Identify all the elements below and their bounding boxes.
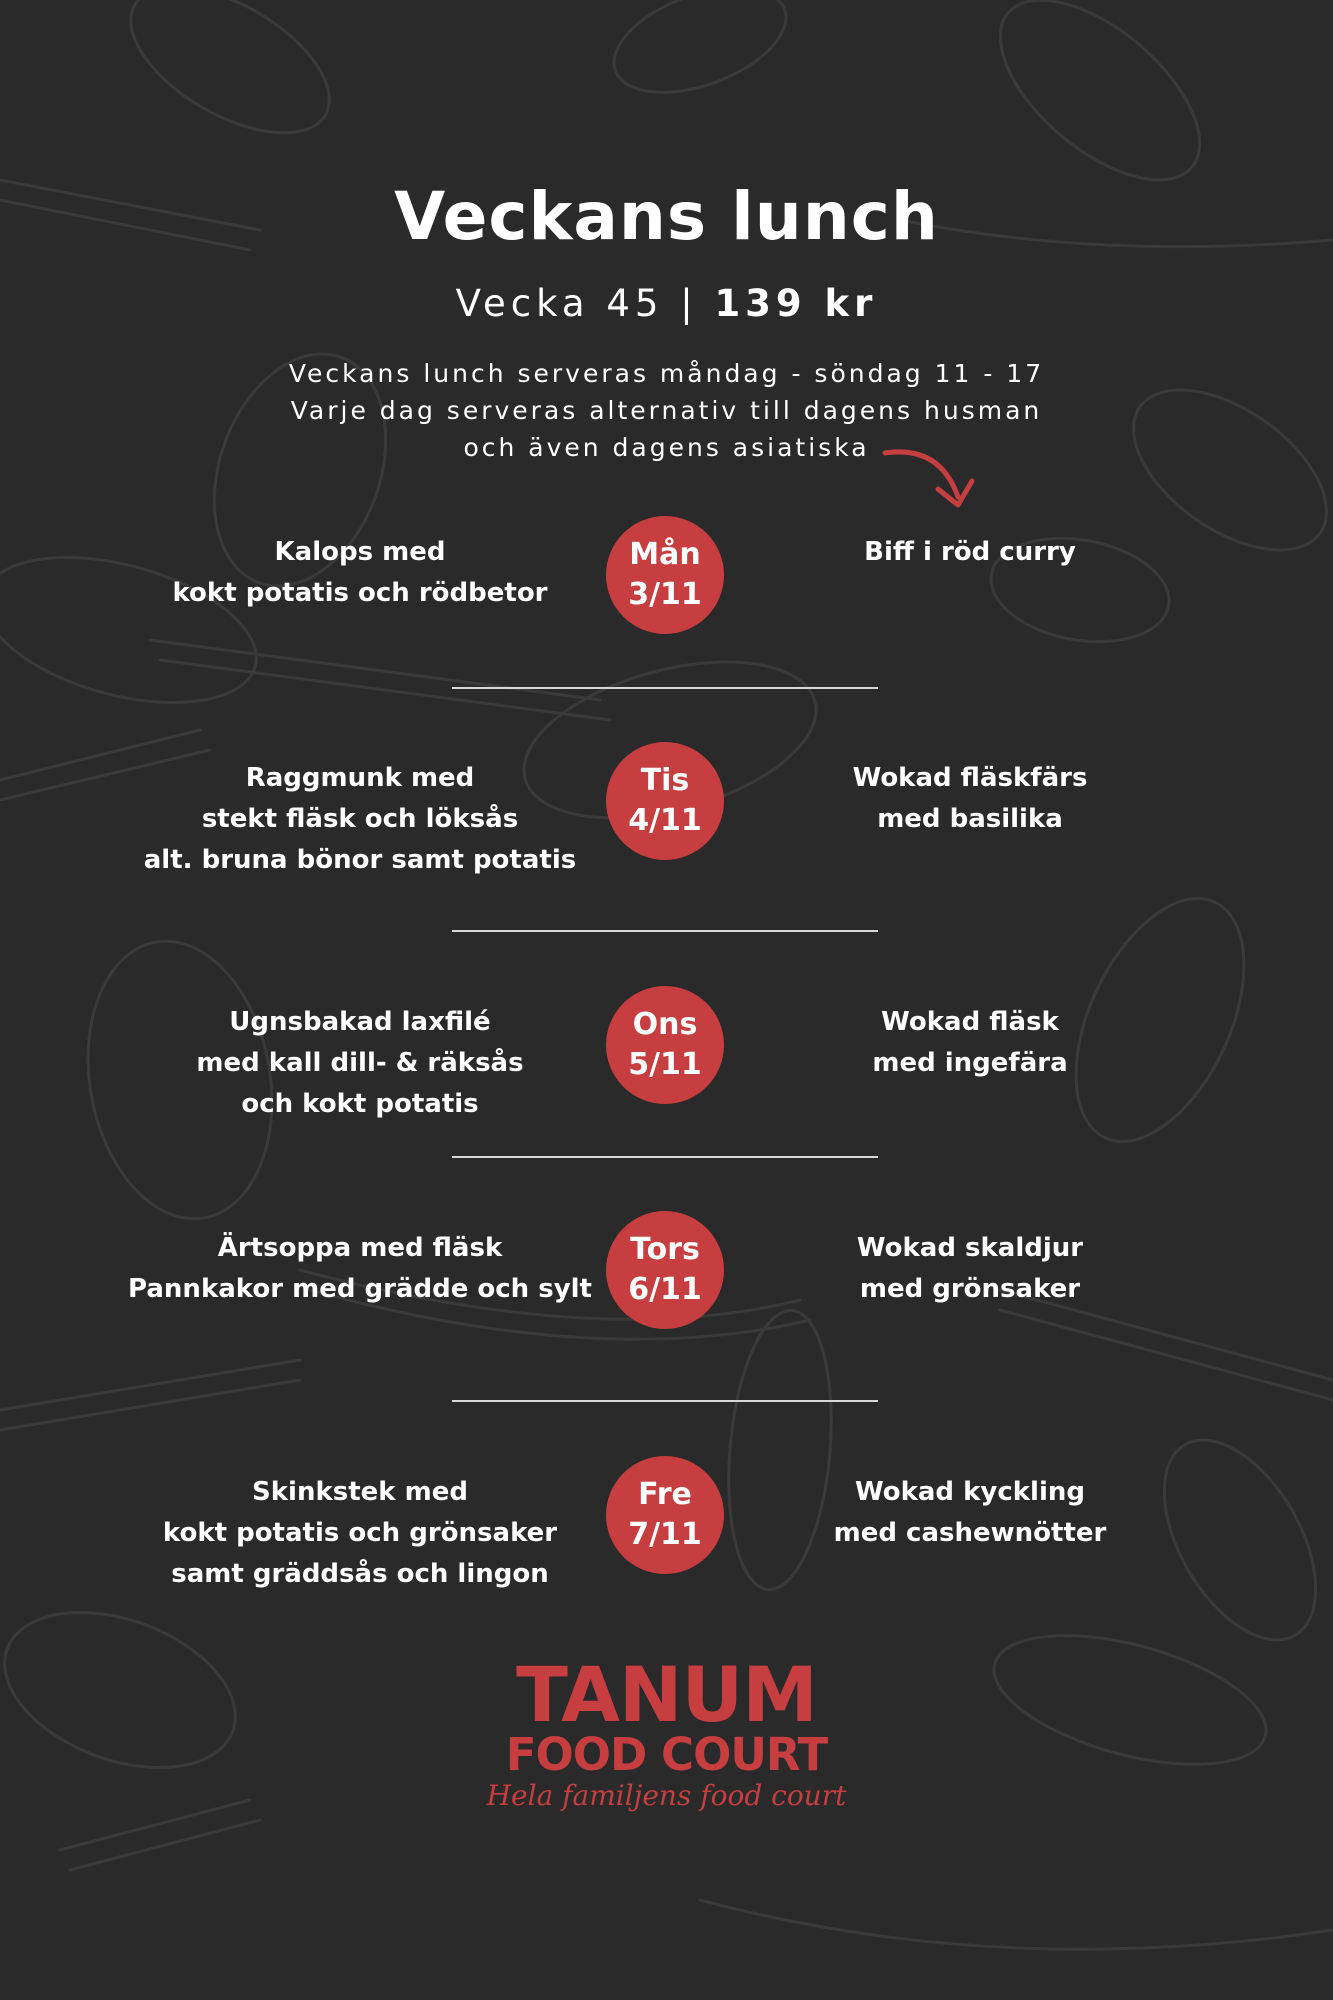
- husman-dish-wed: [110, 1002, 610, 1125]
- day-date: 3/11: [628, 577, 702, 612]
- day-name: Mån: [629, 537, 701, 572]
- dish-line: kokt potatis och grönsaker: [162, 1518, 558, 1548]
- dish-line: samt gräddsås och lingon: [171, 1559, 549, 1589]
- day-date: 5/11: [628, 1047, 702, 1082]
- week-price-line: [0, 282, 1333, 325]
- week-label: Vecka 45 |: [455, 282, 698, 325]
- dish-line: Wokad kyckling: [854, 1477, 1085, 1507]
- dish-line: Wokad skaldjur: [856, 1233, 1084, 1263]
- dish-line: kokt potatis och rödbetor: [172, 578, 548, 608]
- dish-line: med cashewnötter: [833, 1518, 1107, 1548]
- dish-line: Ugnsbakad laxfilé: [229, 1007, 491, 1037]
- dish-line: med kall dill- & räksås: [196, 1048, 524, 1078]
- intro-text: [0, 355, 1333, 466]
- dish-line: Raggmunk med: [245, 763, 475, 793]
- dish-line: med ingefära: [872, 1048, 1068, 1078]
- divider: [452, 687, 878, 689]
- intro-line: Varje dag serveras alternativ till dagens husman: [290, 396, 1043, 425]
- dish-line: med grönsaker: [859, 1274, 1081, 1304]
- dish-line: Biff i röd curry: [864, 537, 1076, 567]
- dish-line: Kalops med: [274, 537, 446, 567]
- dish-line: Wokad fläskfärs: [852, 763, 1088, 793]
- curved-arrow-icon: [880, 445, 980, 525]
- day-badge-tue: [606, 742, 724, 860]
- day-badge-wed: [606, 986, 724, 1104]
- divider: [452, 1156, 878, 1158]
- dish-line: Pannkakor med grädde och sylt: [128, 1274, 592, 1304]
- day-date: 4/11: [628, 803, 702, 838]
- day-date: 7/11: [628, 1517, 702, 1552]
- intro-line: Veckans lunch serveras måndag - söndag 11 - 17: [288, 359, 1045, 388]
- divider: [452, 1400, 878, 1402]
- day-name: Fre: [638, 1477, 692, 1512]
- husman-dish-thu: [110, 1228, 610, 1310]
- asian-dish-tue: [820, 758, 1120, 840]
- day-badge-thu: [606, 1211, 724, 1329]
- asian-dish-thu: [820, 1228, 1120, 1310]
- dish-line: Ärtsoppa med fläsk: [217, 1233, 503, 1263]
- logo-tagline: Hela familjens food court: [486, 1779, 847, 1812]
- dish-line: och kokt potatis: [241, 1089, 479, 1119]
- asian-dish-fri: [820, 1472, 1120, 1554]
- page-title: Veckans lunch: [394, 178, 939, 255]
- intro-line: och även dagens asiatiska: [463, 433, 870, 462]
- asian-dish-wed: [820, 1002, 1120, 1084]
- asian-dish-mon: [820, 532, 1120, 573]
- day-name: Ons: [632, 1007, 698, 1042]
- day-name: Tis: [640, 763, 690, 798]
- logo-tanum: TANUM: [516, 1650, 817, 1739]
- price-label: 139 kr: [714, 282, 878, 325]
- day-date: 6/11: [628, 1272, 702, 1307]
- husman-dish-fri: [110, 1472, 610, 1595]
- dish-line: Skinkstek med: [252, 1477, 468, 1507]
- logo-food-court: FOOD COURT: [505, 1728, 828, 1781]
- husman-dish-tue: [110, 758, 610, 881]
- dish-line: stekt fläsk och löksås: [201, 804, 519, 834]
- day-badge-fri: [606, 1456, 724, 1574]
- divider: [452, 930, 878, 932]
- dish-line: Wokad fläsk: [881, 1007, 1059, 1037]
- day-name: Tors: [630, 1232, 700, 1267]
- husman-dish-mon: [110, 532, 610, 614]
- dish-line: med basilika: [877, 804, 1063, 834]
- dish-line: alt. bruna bönor samt potatis: [143, 845, 577, 875]
- day-badge-mon: [606, 516, 724, 634]
